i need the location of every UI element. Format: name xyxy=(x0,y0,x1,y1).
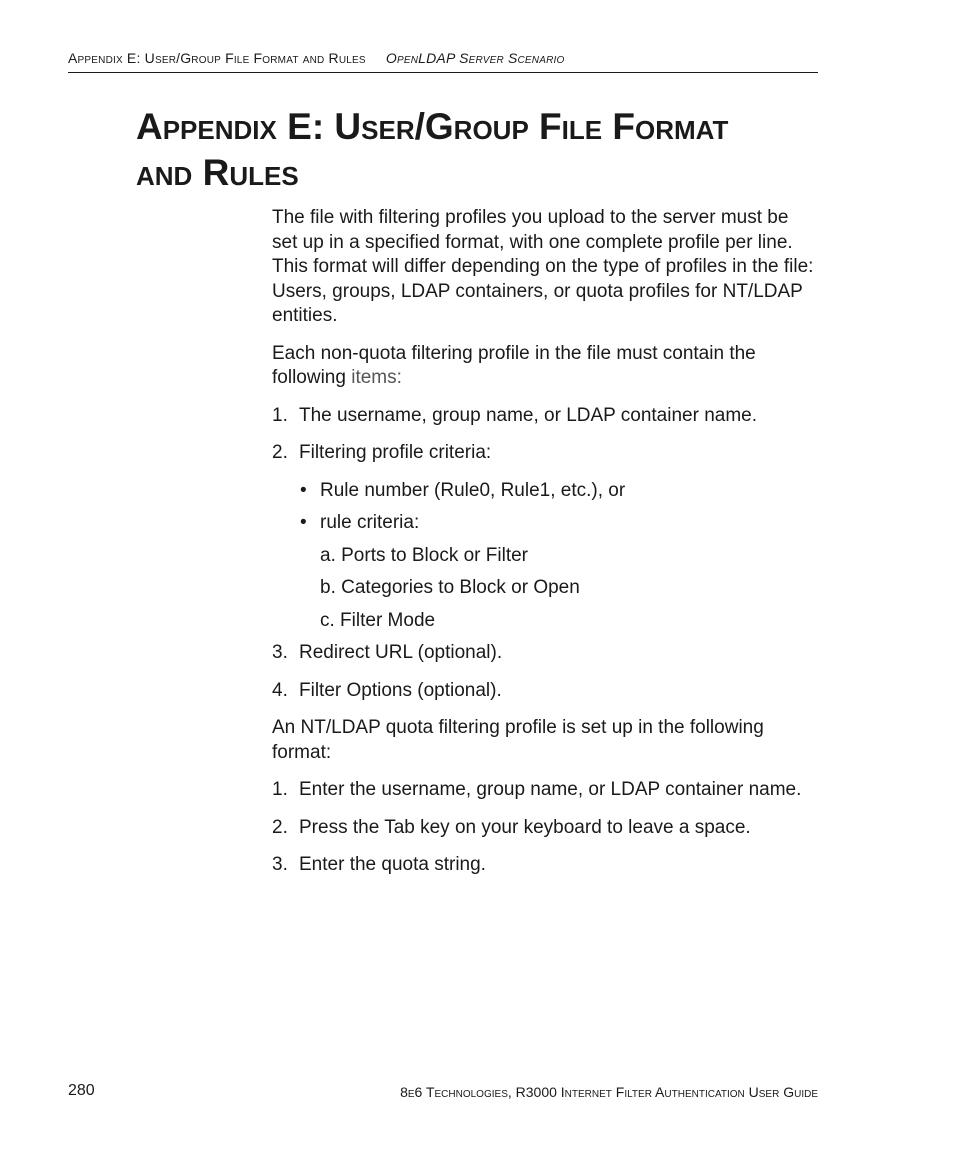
sub-list-item: a. Ports to Block or Filter xyxy=(320,544,529,566)
list-number: 2. xyxy=(272,442,288,463)
page-title-line-2: and Rules xyxy=(136,152,299,193)
sub-list-item: b. Categories to Block or Open xyxy=(320,577,580,598)
quota-intro-paragraph: An NT/LDAP quota filtering profile is set up in the following format: xyxy=(272,717,764,763)
list-item xyxy=(272,441,817,466)
list-number: 1. xyxy=(272,779,288,800)
header-divider xyxy=(68,72,818,73)
list-number: 4. xyxy=(272,679,288,701)
list-item xyxy=(272,853,817,878)
nonquota-intro-text: Each non-quota filtering profile in the file must contain the following xyxy=(272,342,756,388)
running-header-section: OpenLDAP Server Scenario xyxy=(385,50,565,66)
list-number: 3. xyxy=(272,854,288,875)
bullet-mark: • xyxy=(300,479,307,501)
bullet-mark: • xyxy=(300,512,307,533)
running-header xyxy=(68,50,818,66)
list-number: 1. xyxy=(272,404,288,426)
list-text: Filtering profile criteria: xyxy=(299,442,492,463)
list-item xyxy=(272,816,817,841)
running-header-chapter: Appendix E: User/Group File Format and Rules xyxy=(68,50,366,66)
list-text: Filter Options (optional). xyxy=(299,679,502,701)
nonquota-intro-tail: items: xyxy=(351,367,402,388)
list-text: Enter the username, group name, or LDAP container name. xyxy=(299,779,802,800)
page-title xyxy=(136,104,836,196)
list-item xyxy=(272,679,817,704)
book-title: 8e6 Technologies, R3000 Internet Filter Authentication User Guide xyxy=(400,1084,818,1100)
list-text: Press the Tab key on your keyboard to leave a space. xyxy=(299,816,751,838)
bullet-text: Rule number (Rule0, Rule1, etc.), or xyxy=(320,479,626,501)
nonquota-intro-paragraph xyxy=(272,342,817,391)
list-text: The username, group name, or LDAP container name. xyxy=(299,404,758,426)
list-number: 3. xyxy=(272,642,288,663)
list-text: Redirect URL (optional). xyxy=(299,642,503,663)
list-item xyxy=(272,778,817,803)
bullet-text: rule criteria: xyxy=(320,512,420,533)
bullet-item xyxy=(300,479,817,504)
sub-list-item: c. Filter Mode xyxy=(320,609,436,631)
list-item xyxy=(272,404,817,429)
list-item xyxy=(272,641,817,666)
bullet-item xyxy=(300,511,817,536)
intro-paragraph: The file with filtering profiles you upload to the server must be set up in a specified format, with one complete profile per line. This format will differ depending on the type of profiles in the file: Users, groups, LDAP containers, or quota profiles for NT/LDAP entities. xyxy=(272,207,814,326)
body-text xyxy=(272,206,817,891)
page-number: 280 xyxy=(68,1082,95,1099)
list-number: 2. xyxy=(272,816,288,838)
page-title-line-1: Appendix E: User/Group File Format xyxy=(136,106,729,147)
list-text: Enter the quota string. xyxy=(299,854,486,875)
